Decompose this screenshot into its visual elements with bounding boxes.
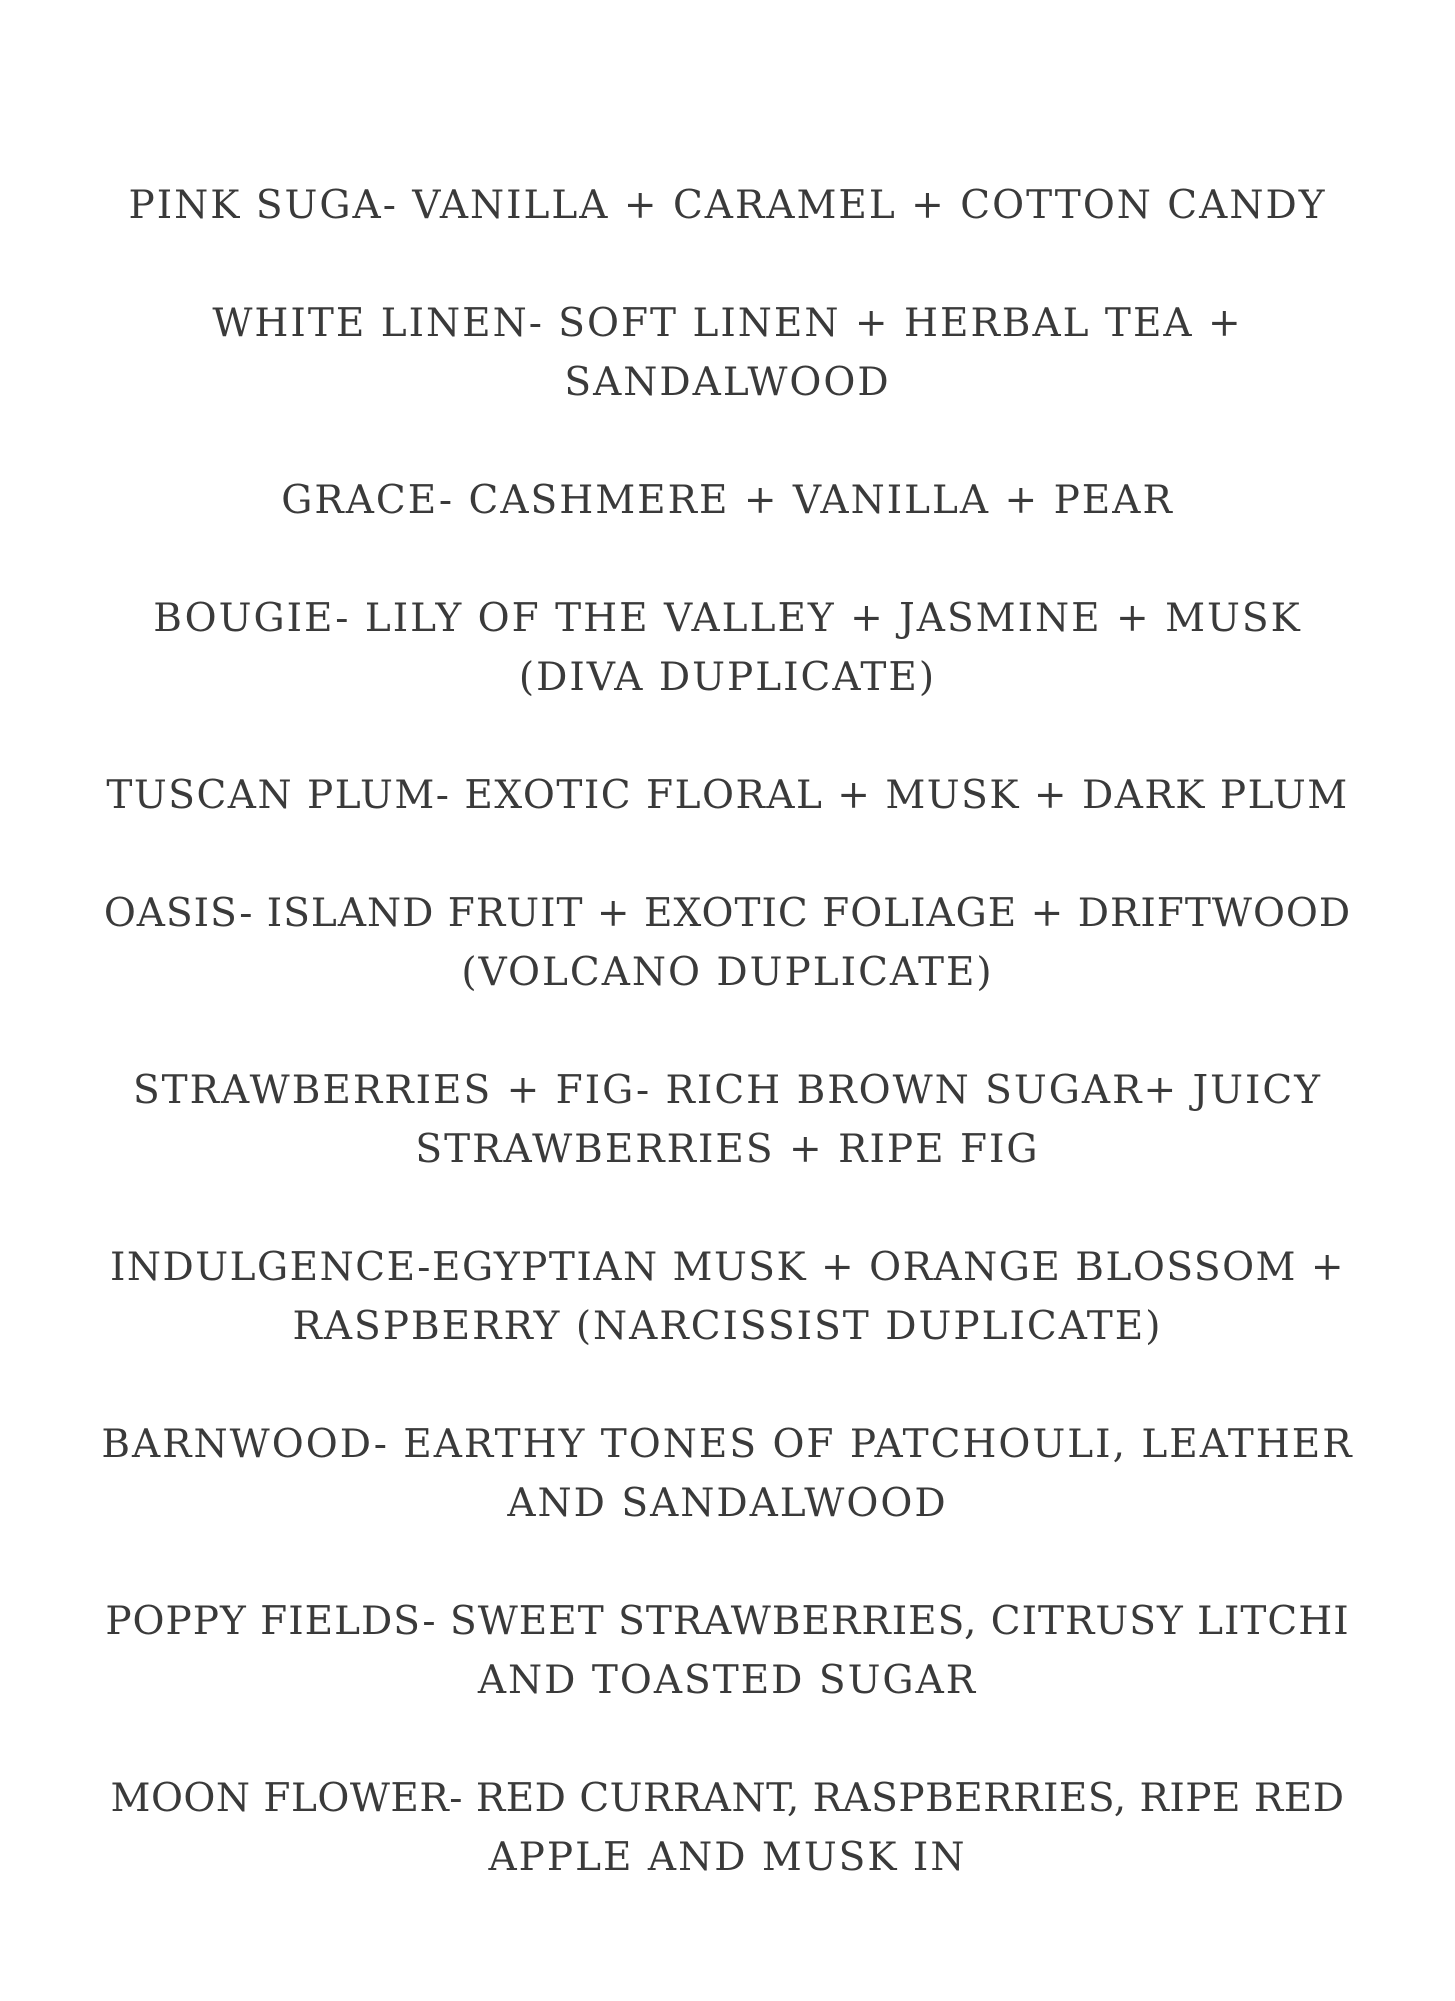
scent-line: BARNWOOD- EARTHY TONES OF PATCHOULI, LEATHER <box>101 1422 1354 1467</box>
scent-line: STRAWBERRIES + FIG- RICH BROWN SUGAR+ JUICY <box>132 1068 1323 1113</box>
scent-line: (DIVA DUPLICATE) <box>518 655 937 700</box>
scent-entry-oasis <box>100 884 1355 1002</box>
scent-entry-moon-flower <box>100 1769 1355 1887</box>
scent-entry-pink-suga <box>100 176 1355 235</box>
scent-entry-strawberries-fig <box>100 1061 1355 1179</box>
scent-line: AND SANDALWOOD <box>507 1481 948 1526</box>
scent-entry-white-linen <box>100 294 1355 412</box>
scent-entry-bougie <box>100 589 1355 707</box>
scent-entry-poppy-fields <box>100 1592 1355 1710</box>
scent-entry-barnwood <box>100 1415 1355 1533</box>
scent-line: SANDALWOOD <box>564 360 891 405</box>
scent-line: GRACE- CASHMERE + VANILLA + PEAR <box>281 478 1174 523</box>
scent-line: PINK SUGA- VANILLA + CARAMEL + COTTON CANDY <box>128 183 1327 228</box>
scent-line: INDULGENCE-EGYPTIAN MUSK + ORANGE BLOSSOM + <box>109 1245 1346 1290</box>
scent-entry-tuscan-plum <box>100 766 1355 825</box>
scent-entry-grace <box>100 471 1355 530</box>
scent-entry-indulgence <box>100 1238 1355 1356</box>
scent-line: APPLE AND MUSK IN <box>488 1835 967 1880</box>
scent-line: POPPY FIELDS- SWEET STRAWBERRIES, CITRUSY LITCHI <box>105 1599 1350 1644</box>
scent-line: AND TOASTED SUGAR <box>477 1658 978 1703</box>
scent-line: (VOLCANO DUPLICATE) <box>461 950 994 995</box>
scent-line: TUSCAN PLUM- EXOTIC FLORAL + MUSK + DARK PLUM <box>106 773 1349 818</box>
scent-line: OASIS- ISLAND FRUIT + EXOTIC FOLIAGE + DRIFTWOOD <box>103 891 1352 936</box>
scent-list <box>100 176 1355 1946</box>
scent-line: WHITE LINEN- SOFT LINEN + HERBAL TEA + <box>212 301 1243 346</box>
scent-line: STRAWBERRIES + RIPE FIG <box>415 1127 1040 1172</box>
scent-line: RASPBERRY (NARCISSIST DUPLICATE) <box>292 1304 1163 1349</box>
scent-line: BOUGIE- LILY OF THE VALLEY + JASMINE + MUSK <box>153 596 1302 641</box>
scent-line: MOON FLOWER- RED CURRANT, RASPBERRIES, RIPE RED <box>110 1776 1345 1821</box>
